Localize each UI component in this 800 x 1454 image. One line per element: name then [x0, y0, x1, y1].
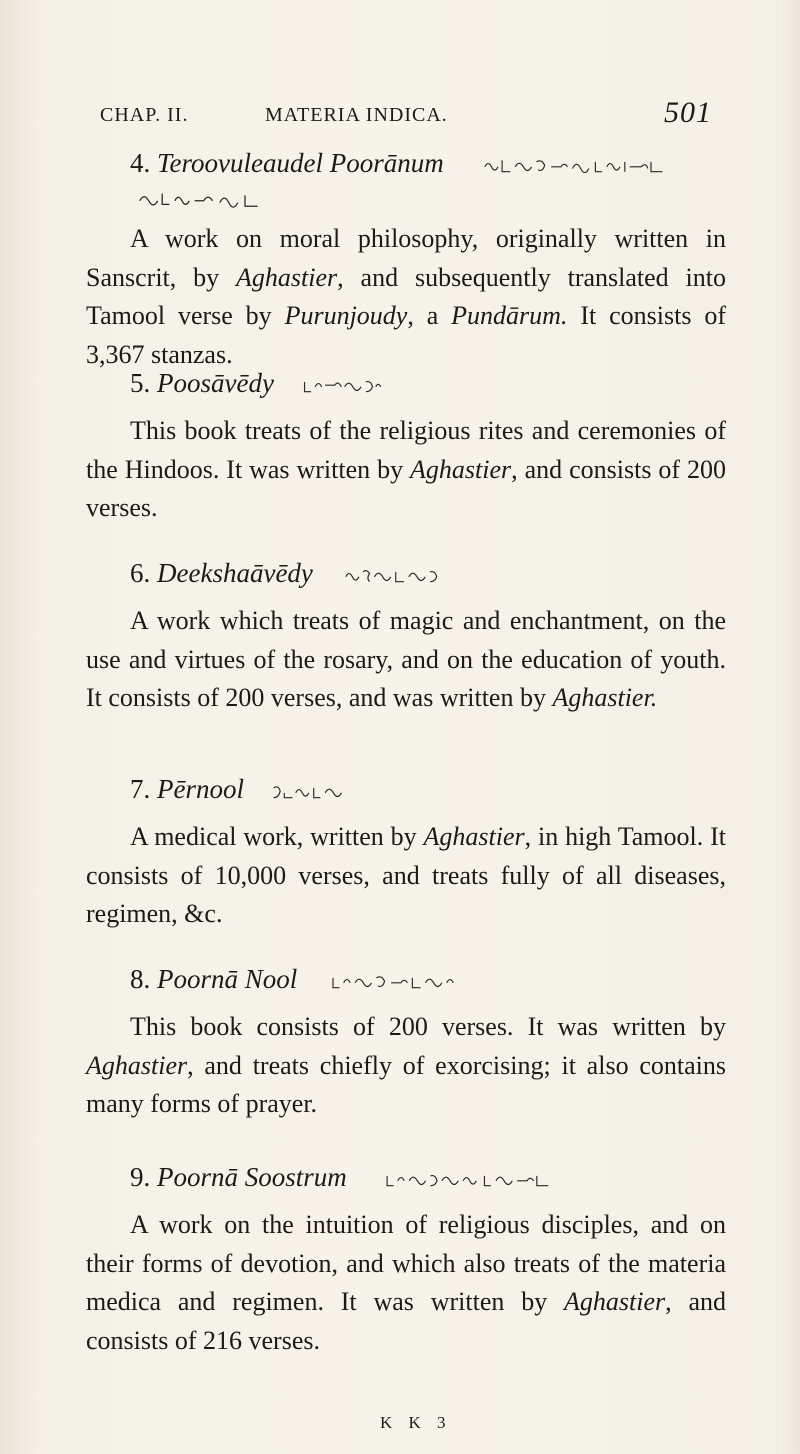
entry-text: A work on moral philosophy, originally written in Sanscrit, by: [86, 224, 726, 292]
entry-name: Poosāvēdy: [157, 368, 274, 398]
entry-text: , a: [407, 301, 452, 330]
entry-name: Deekshaāvēdy: [157, 558, 313, 588]
entry-number: 5.: [130, 368, 151, 398]
tamil-script-title: [293, 377, 393, 395]
translator-name: Purunjoudy: [284, 301, 408, 330]
running-header: [100, 96, 712, 136]
tamil-script-title: [316, 973, 476, 991]
running-title: MATERIA INDICA.: [265, 104, 448, 126]
entry-number: 7.: [130, 774, 151, 804]
author-name: Aghastier.: [552, 683, 658, 712]
author-name: Aghastier: [410, 454, 512, 484]
entry-text: , and consists of 216 verses.: [86, 1287, 726, 1355]
tamil-script-title: [263, 783, 353, 801]
entry-title: [86, 962, 726, 996]
author-name: Aghastier: [423, 822, 525, 851]
tamil-script-title: [332, 567, 457, 585]
entry-title: [86, 772, 726, 806]
entry-text: This book consists of 200 verses. It was written by: [130, 1012, 726, 1041]
entry-text: , and subsequently translated into Tamool verse by: [86, 262, 726, 330]
entry-description: [86, 412, 726, 528]
entry-4: [86, 146, 726, 374]
entry-name: Teroovuleaudel Poorānum: [157, 148, 444, 178]
entry-7: [86, 772, 726, 934]
entry-text: A work which treats of magic and enchantment, on the use and virtues of the rosary, and on the education of youth. It consists of 200 verses, and was written by: [86, 606, 726, 712]
entry-9: [86, 1160, 726, 1360]
entry-description: [86, 602, 726, 718]
tamil-script-title: [366, 1171, 571, 1189]
entry-description: [86, 220, 726, 374]
entry-number: 4.: [130, 148, 151, 178]
chapter-label: CHAP. II.: [100, 104, 189, 126]
author-name: Aghastier: [86, 1050, 188, 1080]
signature-mark: K K 3: [380, 1413, 452, 1432]
entry-name: Pērnool: [157, 774, 244, 804]
tamil-script-title: [462, 157, 687, 175]
entry-number: 9.: [130, 1162, 151, 1192]
entry-number: 6.: [130, 558, 151, 588]
entry-title: [86, 366, 726, 400]
entry-description: [86, 818, 726, 934]
author-name: Aghastier: [236, 262, 338, 292]
entry-title: [86, 556, 726, 590]
entry-5: [86, 366, 726, 528]
author-name: Aghastier: [564, 1287, 666, 1316]
entry-name: Poornā Soostrum: [157, 1162, 347, 1192]
entry-text: , and treats chiefly of exorcising; it also contains many forms of prayer.: [86, 1050, 726, 1118]
entry-title: [86, 146, 726, 208]
entry-text: This book treats of the religious rites and ceremonies of the Hindoos. It was written by: [86, 416, 726, 484]
tamil-script-title-continued: [130, 190, 270, 208]
entry-text: , and consists of 200 verses.: [86, 454, 726, 522]
entry-text: A medical work, written by: [130, 822, 424, 851]
translator-title: Pundārum.: [451, 301, 568, 330]
entry-text: , in high Tamool. It consists of 10,000 verses, and treats fully of all diseases, regimen, &c.: [86, 822, 726, 928]
entry-text: A work on the intuition of religious disciples, and on their forms of devotion, and which also treats of the materia medica and regimen. It was written by: [86, 1210, 726, 1316]
entry-8: [86, 962, 726, 1124]
entry-title: [86, 1160, 726, 1194]
entry-number: 8.: [130, 964, 151, 994]
page-number: 501: [664, 96, 712, 129]
entry-6: [86, 556, 726, 718]
entry-description: [86, 1206, 726, 1360]
entry-description: [86, 1008, 726, 1124]
entry-name: Poornā Nool: [157, 964, 298, 994]
entry-text: It consists of 3,367 stanzas.: [86, 301, 726, 369]
